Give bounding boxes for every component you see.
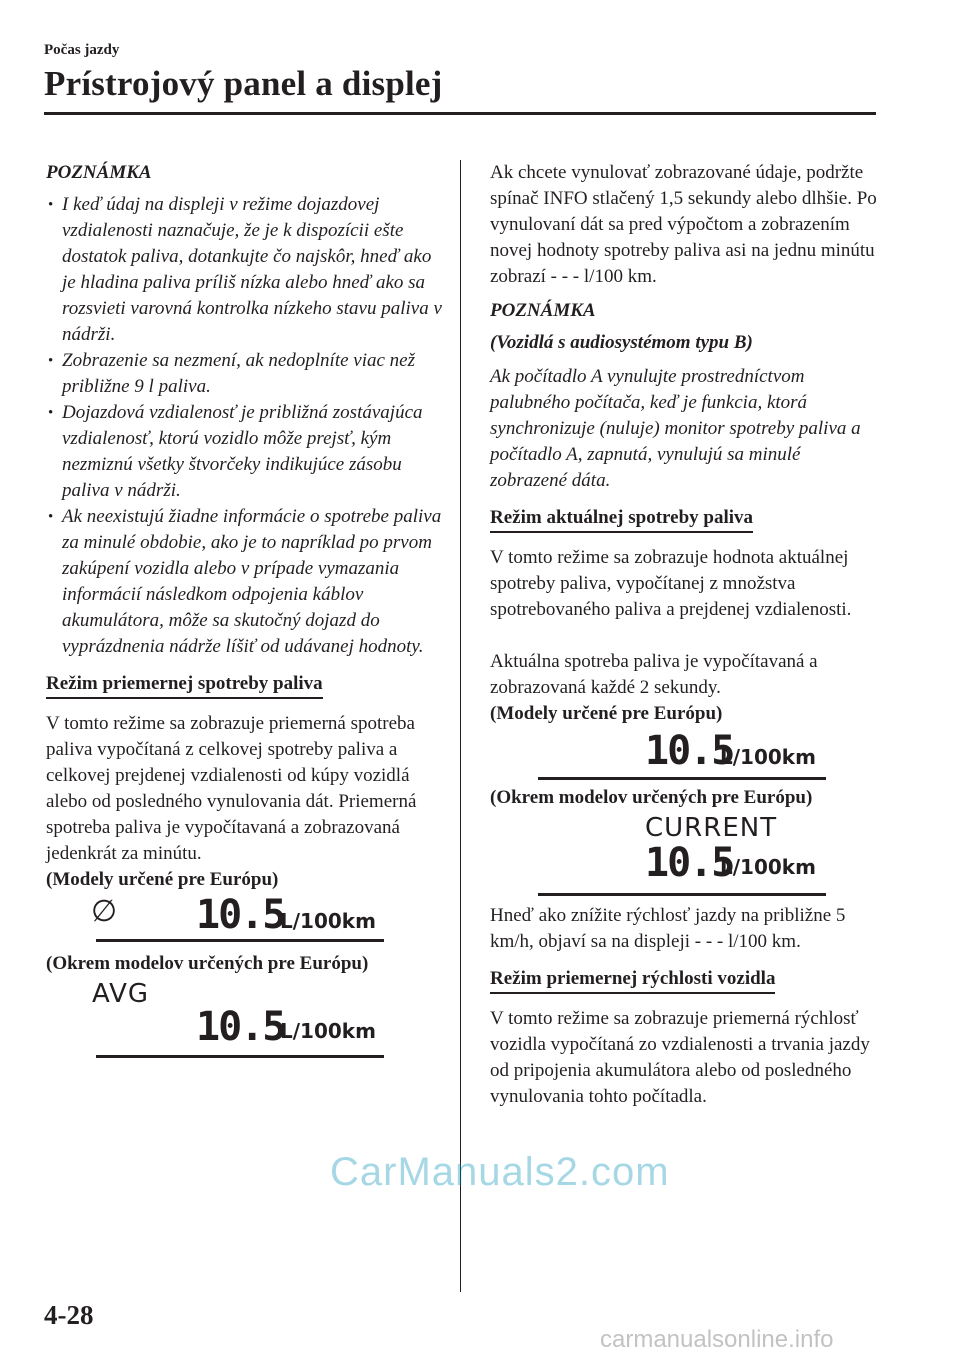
- europe-models-label: (Modely určené pre Európu): [46, 869, 279, 890]
- lcd-mode-label: AVG: [92, 979, 150, 1009]
- section-heading-average-consumption: Režim priemernej spotreby paliva: [46, 672, 323, 699]
- lcd-unit: L/100km: [720, 855, 816, 879]
- reset-instructions: Ak chcete vynulovať zobrazované údaje, podržte spínač INFO stlačený 1,5 sekundy alebo dlhšie. Po vynulovaní dát sa pred výpočtom a zobrazením novej hodnoty spotreby paliva asi na jednu minútu zobrazí - - - l/100 km.: [490, 162, 877, 287]
- section-text: V tomto režime sa zobrazuje priemerná rýchlosť vozidla vypočítaná zo vzdialenosti a trvania jazdy od pripojenia akumulátora alebo od posledného vynulovania tohto počítadla.: [490, 1008, 870, 1107]
- note-bullet: • I keď údaj na displeji v režime dojazdovej vzdialenosti naznačuje, že je k dispozícii ešte dostatok paliva, dotankujte čo najskôr, hneď ako je hladina paliva príliš nízka alebo hneď ako sa rozsvieti varovná kontrolka nízkeho stavu paliva v nádrži.: [46, 192, 446, 348]
- section-text: V tomto režime sa zobrazuje priemerná spotreba paliva vypočítaná z celkovej spotreby paliva a celkovej prejdenej vzdialenosti od kúpy vozidlá alebo od posledného vynulovania dát. Priemerná spotreba paliva je vypočítavaná a zobrazovaná jedenkrát za minútu.: [46, 713, 417, 864]
- lcd-unit: L/100km: [280, 1019, 376, 1043]
- column-divider: [460, 160, 461, 1292]
- lcd-value: 10.5: [645, 728, 734, 774]
- lcd-value: 10.5: [196, 892, 285, 938]
- lcd-underline: [538, 777, 826, 780]
- europe-models-label: (Modely určené pre Európu): [490, 703, 723, 724]
- watermark-carmanualsonline: carmanualsonline.info: [600, 1326, 834, 1353]
- section-heading-current-consumption: Režim aktuálnej spotreby paliva: [490, 506, 753, 533]
- lcd-display-average-europe: [46, 893, 446, 947]
- section-text: Hneď ako znížite rýchlosť jazdy na približne 5 km/h, objaví sa na displeji - - - l/100 km.: [490, 905, 846, 952]
- breadcrumb: Počas jazdy: [44, 42, 120, 58]
- lcd-underline: [538, 893, 826, 896]
- non-europe-models-label: (Okrem modelov určených pre Európu): [490, 787, 813, 808]
- note-bullet: • Dojazdová vzdialenosť je približná zostávajúca vzdialenosť, ktorú vozidlo môže prejsť, kým nezmiznú všetky štvorčeky indikujúce zásobu paliva v nádrži.: [46, 400, 446, 504]
- lcd-value: 10.5: [196, 1004, 285, 1050]
- note-bullet-list: [46, 192, 446, 660]
- non-europe-models-label: (Okrem modelov určených pre Európu): [46, 953, 369, 974]
- lcd-display-current-europe: [490, 727, 880, 785]
- note-subheading: (Vozidlá s audiosystémom typu B): [490, 332, 753, 353]
- lcd-display-current-non-europe: [490, 811, 880, 903]
- lcd-display-average-non-europe: [46, 977, 446, 1063]
- lcd-underline: [96, 1055, 384, 1058]
- note-bullet: • Ak neexistujú žiadne informácie o spotrebe paliva za minulé obdobie, ako je to napríklad po prvom zakúpení vozidla alebo v prípade vymazania informácií následkom odpojenia káblov akumulátora, môže sa skutočný dojazd do vyprázdnenia nádrže líšiť od udávanej hodnoty.: [46, 504, 446, 660]
- note-bullet: • Zobrazenie sa nezmení, ak nedoplníte viac než približne 9 l paliva.: [46, 348, 446, 400]
- title-rule: [44, 112, 876, 115]
- section-text: V tomto režime sa zobrazuje hodnota aktuálnej spotreby paliva, vypočítanej z množstva spotrebovaného paliva a prejdenej vzdialenosti.: [490, 547, 852, 620]
- lcd-unit: L/100km: [280, 909, 376, 933]
- section-text: Aktuálna spotreba paliva je vypočítavaná a zobrazovaná každé 2 sekundy.: [490, 651, 818, 698]
- page-number: 4-28: [44, 1300, 94, 1330]
- right-column: [490, 160, 880, 1110]
- average-symbol-icon: ∅: [91, 894, 118, 929]
- page-title: Prístrojový panel a displej: [44, 64, 443, 103]
- lcd-value: 10.5: [645, 840, 734, 886]
- left-column: [46, 160, 446, 1063]
- lcd-underline: [96, 939, 384, 942]
- watermark-carmanuals2: CarManuals2.com: [330, 1150, 670, 1194]
- lcd-mode-label: CURRENT: [645, 813, 778, 843]
- note-text: Ak počítadlo A vynulujte prostredníctvom palubného počítača, keď je funkcia, ktorá synchronizuje (nuluje) monitor spotreby paliva a počítadlo A, zapnutá, vynulujú sa minulé zobrazené dáta.: [490, 366, 861, 491]
- note-heading: POZNÁMKA: [46, 162, 152, 183]
- lcd-unit: L/100km: [720, 745, 816, 769]
- note-heading: POZNÁMKA: [490, 300, 596, 321]
- section-heading-average-speed: Režim priemernej rýchlosti vozidla: [490, 967, 775, 994]
